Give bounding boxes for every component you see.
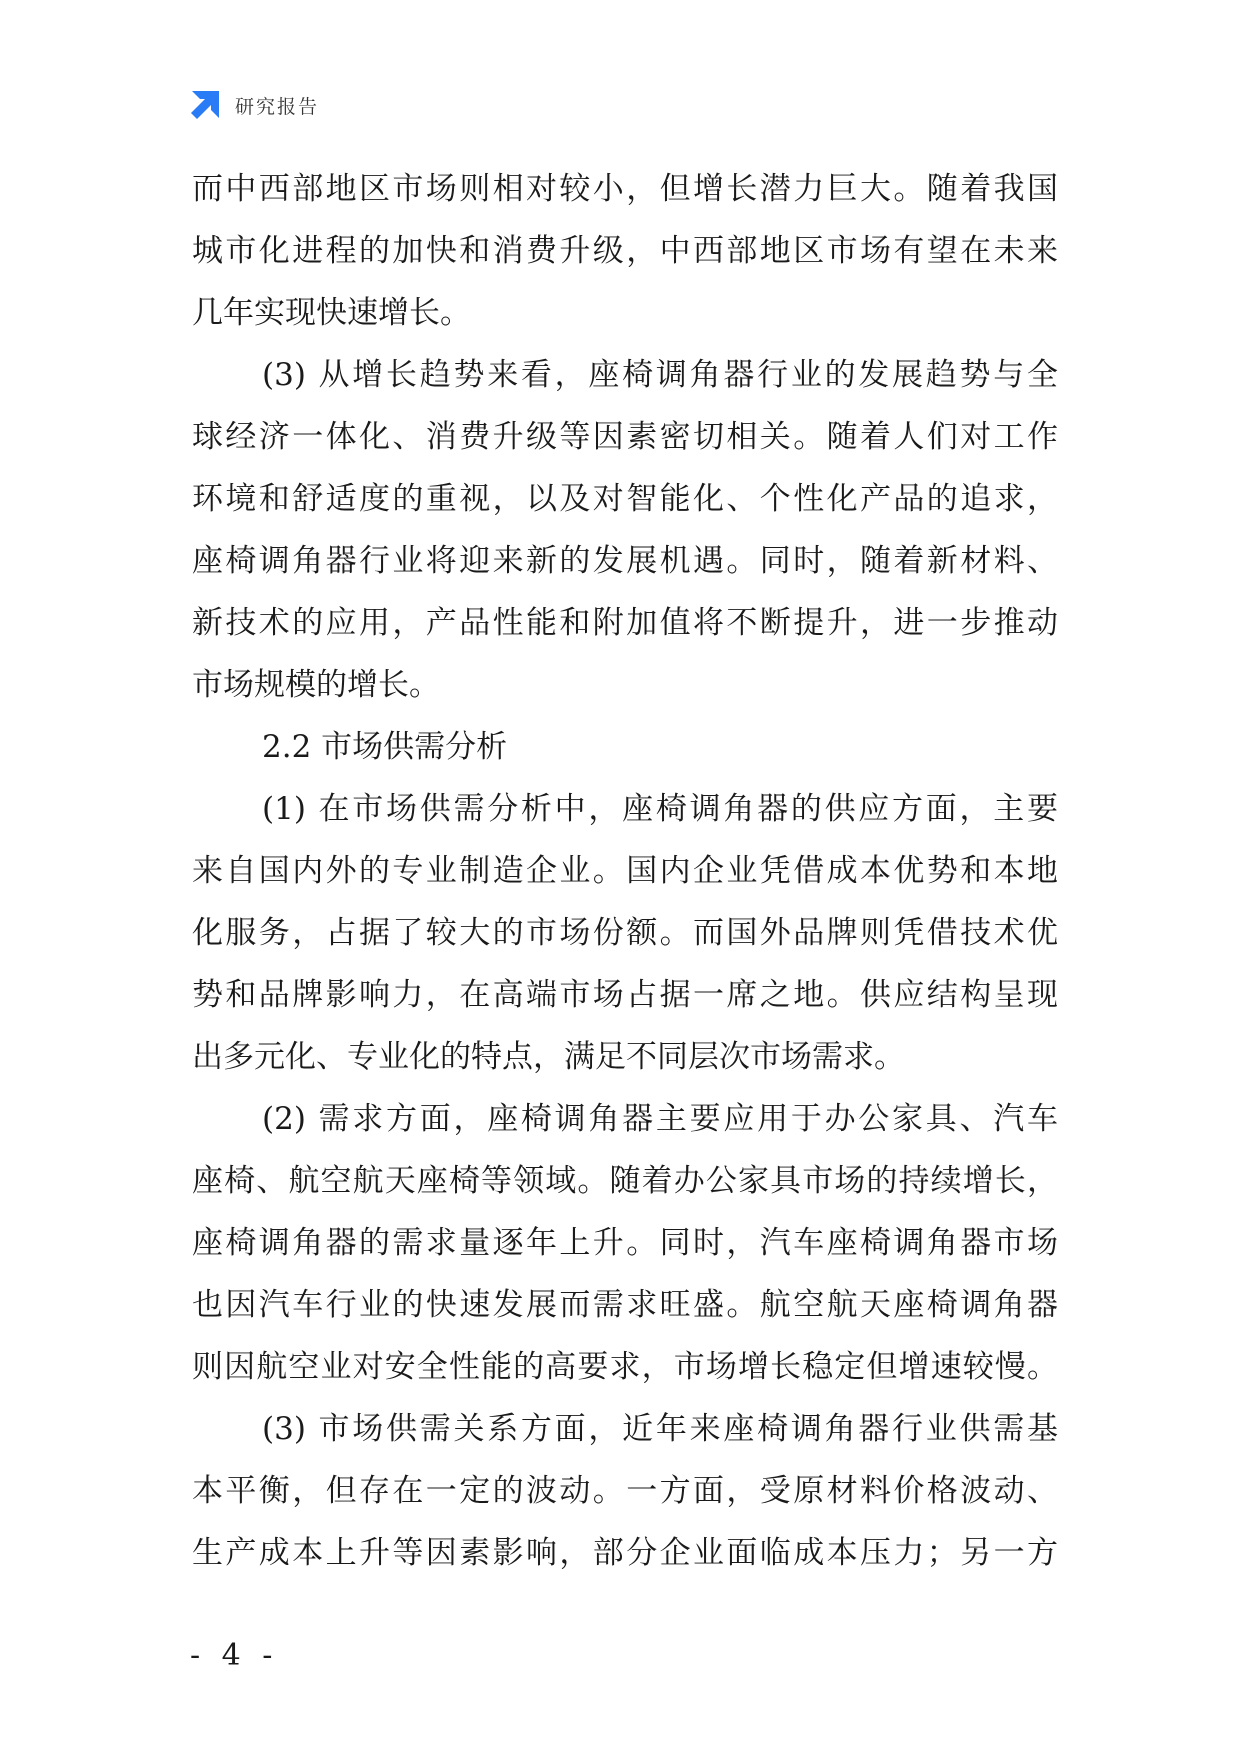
text-line: 而中西部地区市场则相对较小，但增长潜力巨大。随着我国 [192, 171, 1058, 207]
text-line: 座椅调角器行业将迎来新的发展机遇。同时，随着新材料、 [192, 543, 1058, 579]
text-line: 市场规模的增长。 [192, 667, 440, 703]
text-line: 出多元化、专业化的特点，满足不同层次市场需求。 [192, 1039, 905, 1075]
text-line: 来自国内外的专业制造企业。国内企业凭借成本优势和本地 [192, 853, 1058, 889]
section-heading: 2.2 市场供需分析 [262, 729, 508, 765]
text-line: 也因汽车行业的快速发展而需求旺盛。航空航天座椅调角器 [192, 1287, 1058, 1323]
text-line: 座椅调角器的需求量逐年上升。同时，汽车座椅调角器市场 [192, 1225, 1058, 1261]
page-number: - 4 - [190, 1638, 279, 1673]
text-line: (3) 从增长趋势来看，座椅调角器行业的发展趋势与全 [262, 357, 1058, 393]
arrow-up-right-icon [189, 89, 221, 121]
text-line: 座椅、航空航天座椅等领域。随着办公家具市场的持续增长， [192, 1163, 1058, 1199]
text-line: 生产成本上升等因素影响，部分企业面临成本压力；另一方 [192, 1535, 1058, 1571]
text-line: 化服务，占据了较大的市场份额。而国外品牌则凭借技术优 [192, 915, 1058, 951]
text-line: 球经济一体化、消费升级等因素密切相关。随着人们对工作 [192, 419, 1058, 455]
text-line: 势和品牌影响力，在高端市场占据一席之地。供应结构呈现 [192, 977, 1058, 1013]
page-header [189, 88, 319, 122]
text-line: 新技术的应用，产品性能和附加值将不断提升，进一步推动 [192, 605, 1058, 641]
text-line: (3) 市场供需关系方面，近年来座椅调角器行业供需基 [262, 1411, 1058, 1447]
text-line: (1) 在市场供需分析中，座椅调角器的供应方面，主要 [262, 791, 1058, 827]
text-line: 城市化进程的加快和消费升级，中西部地区市场有望在未来 [192, 233, 1058, 269]
header-title: 研究报告 [235, 95, 320, 118]
text-line: (2) 需求方面，座椅调角器主要应用于办公家具、汽车 [262, 1101, 1058, 1137]
text-line: 则因航空业对安全性能的高要求，市场增长稳定但增速较慢。 [192, 1349, 1058, 1385]
text-line: 环境和舒适度的重视，以及对智能化、个性化产品的追求， [192, 481, 1058, 517]
text-line: 几年实现快速增长。 [192, 295, 471, 331]
text-line: 本平衡，但存在一定的波动。一方面，受原材料价格波动、 [192, 1473, 1058, 1509]
body-text [192, 158, 1058, 1584]
